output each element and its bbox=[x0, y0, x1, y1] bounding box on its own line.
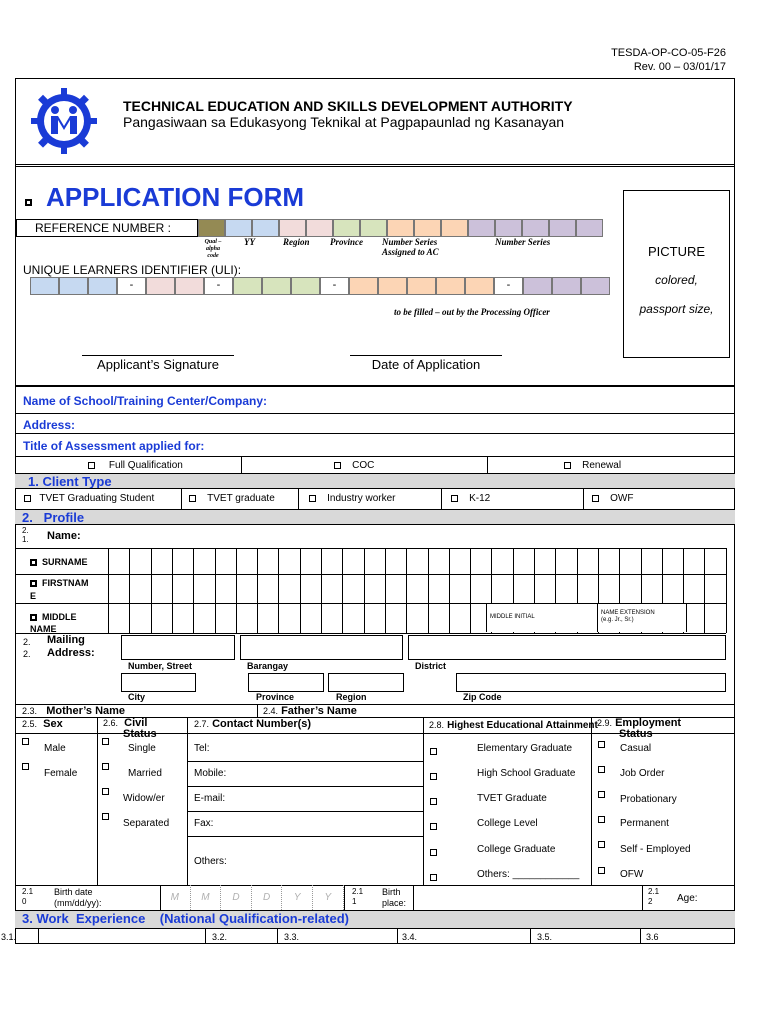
checkbox-k12[interactable] bbox=[451, 495, 458, 502]
uli-cell[interactable] bbox=[523, 277, 552, 295]
work-col-1: 3.1. bbox=[1, 932, 17, 942]
edu-others-label: Others: ____________ bbox=[477, 869, 580, 880]
birthdate-cell[interactable]: Y bbox=[282, 885, 313, 910]
number-street-label: Number, Street bbox=[128, 661, 193, 671]
mailing-address-label: Mailing Address: bbox=[47, 634, 95, 659]
checkbox-separated[interactable] bbox=[102, 813, 109, 820]
work-col-4: 3.4. bbox=[402, 932, 418, 942]
option-coc[interactable] bbox=[334, 460, 374, 471]
middle-name-label: NAME bbox=[30, 624, 57, 634]
surname-field-label[interactable] bbox=[30, 557, 88, 567]
ref-sub-series: Number Series bbox=[495, 237, 551, 247]
mailing-number: 2. 2. bbox=[23, 637, 31, 659]
edu-college-level-label: College Level bbox=[477, 818, 538, 829]
edu-highschool-label: High School Graduate bbox=[477, 768, 576, 779]
sex-male-label: Male bbox=[44, 743, 66, 754]
name-grid-divider bbox=[172, 548, 173, 633]
profile-title: 2. Profile bbox=[22, 510, 85, 525]
checkbox-renewal[interactable] bbox=[564, 462, 571, 469]
civil-widow-label: Widow/er bbox=[123, 793, 165, 804]
name-grid-divider bbox=[428, 548, 429, 633]
agency-name: TECHNICAL EDUCATION AND SKILLS DEVELOPMENT AUTHORITY bbox=[123, 98, 573, 114]
city-label: City bbox=[128, 692, 146, 702]
name-grid-divider bbox=[726, 548, 727, 633]
checkbox-owf[interactable] bbox=[592, 495, 599, 502]
ref-sub-region: Region bbox=[283, 237, 310, 247]
civil-single-label: Single bbox=[128, 743, 156, 754]
civil-widow[interactable] bbox=[102, 786, 109, 797]
firstname-label-e: E bbox=[30, 591, 37, 601]
label-renewal: Renewal bbox=[582, 460, 622, 471]
checkbox-male[interactable] bbox=[22, 738, 29, 745]
reference-cell[interactable] bbox=[576, 219, 603, 237]
name-grid-divider bbox=[449, 548, 450, 633]
title-checkbox[interactable] bbox=[25, 199, 32, 206]
uli-dash: - bbox=[204, 277, 233, 295]
emp-casual-label: Casual bbox=[620, 743, 652, 754]
contact-fax[interactable]: Fax: bbox=[194, 818, 214, 829]
birthdate-number: 2.1 0 bbox=[22, 887, 34, 906]
school-name-label: Name of School/Training Center/Company: bbox=[23, 394, 268, 408]
civil-married[interactable] bbox=[102, 761, 109, 772]
agency-subtitle: Pangasiwaan sa Edukasyong Teknikal at Pagpapaunlad ng Kasanayan bbox=[123, 114, 565, 130]
uli-cell[interactable] bbox=[59, 277, 88, 295]
checkbox-married[interactable] bbox=[102, 763, 109, 770]
checkbox-self-employed[interactable] bbox=[598, 841, 605, 848]
emp-joborder[interactable] bbox=[598, 761, 605, 779]
reference-cell[interactable] bbox=[387, 219, 414, 237]
option-full-qualification[interactable] bbox=[88, 460, 183, 471]
name-number: 2. 1. bbox=[22, 526, 29, 544]
contact-header: 2.7. Contact Number(s) bbox=[194, 718, 312, 730]
zip-label: Zip Code bbox=[463, 692, 502, 702]
assessment-title-label: Title of Assessment applied for: bbox=[23, 439, 205, 453]
birthdate-cell[interactable]: M bbox=[160, 885, 191, 910]
birthdate-label: Birth date (mm/dd/yy): bbox=[54, 887, 102, 908]
zip-input[interactable] bbox=[456, 673, 726, 692]
edu-tvet-label: TVET Graduate bbox=[477, 793, 547, 804]
emp-permanent[interactable] bbox=[598, 811, 605, 829]
middle-label: MIDDLE bbox=[42, 612, 77, 622]
mother-number: 2.3. bbox=[22, 706, 38, 716]
checkbox-industry-worker[interactable] bbox=[309, 495, 316, 502]
name-grid-divider bbox=[151, 548, 152, 633]
label-coc: COC bbox=[352, 460, 375, 471]
birthdate-cell[interactable]: D bbox=[221, 885, 252, 910]
form-title: APPLICATION FORM bbox=[46, 182, 305, 212]
checkbox-ofw[interactable] bbox=[598, 867, 605, 874]
client-k12[interactable] bbox=[451, 493, 490, 504]
client-tvet-graduating[interactable] bbox=[24, 493, 154, 504]
reference-cell[interactable] bbox=[306, 219, 333, 237]
reference-cell[interactable] bbox=[252, 219, 279, 237]
label-tvet-graduating: TVET Graduating Student bbox=[39, 493, 155, 504]
checkbox-probationary[interactable] bbox=[598, 791, 605, 798]
name-grid-divider bbox=[257, 548, 258, 633]
uli-dash: - bbox=[320, 277, 349, 295]
checkbox-full-qualification[interactable] bbox=[88, 462, 95, 469]
contact-mobile[interactable]: Mobile: bbox=[194, 768, 227, 779]
emp-ofw-label: OFW bbox=[620, 869, 644, 880]
emp-permanent-label: Permanent bbox=[620, 818, 669, 829]
emp-self[interactable] bbox=[598, 836, 605, 854]
uli-cell[interactable] bbox=[262, 277, 291, 295]
barangay-input[interactable] bbox=[240, 635, 403, 660]
reference-cell[interactable] bbox=[414, 219, 441, 237]
checkbox-permanent[interactable] bbox=[598, 816, 605, 823]
name-grid-divider bbox=[236, 548, 237, 633]
checkbox-edu-others[interactable] bbox=[430, 874, 437, 881]
employment-header: 2.9. Employment Status bbox=[597, 717, 682, 740]
checkbox-tvet-graduate[interactable] bbox=[189, 495, 196, 502]
work-title: 3. Work Experience (National Qualification-related) bbox=[22, 911, 350, 926]
edu-tvet[interactable] bbox=[430, 793, 437, 811]
name-grid-divider bbox=[385, 548, 386, 633]
form-revision: Rev. 00 – 03/01/17 bbox=[633, 61, 726, 73]
number-street-input[interactable] bbox=[121, 635, 235, 660]
age-label[interactable]: Age: bbox=[677, 893, 698, 904]
checkbox-female[interactable] bbox=[22, 763, 29, 770]
father-label: Father’s Name bbox=[281, 705, 357, 717]
reference-cell[interactable] bbox=[522, 219, 549, 237]
reference-cell[interactable] bbox=[279, 219, 306, 237]
age-number: 2.1 2 bbox=[648, 887, 660, 906]
uli-cell[interactable] bbox=[30, 277, 59, 295]
civil-separated[interactable] bbox=[102, 811, 109, 822]
checkbox-middlename[interactable] bbox=[30, 614, 37, 621]
surname-label: SURNAME bbox=[42, 557, 88, 567]
uli-cell[interactable] bbox=[88, 277, 117, 295]
edu-highschool[interactable] bbox=[430, 768, 437, 786]
name-grid-divider bbox=[321, 548, 322, 633]
uli-cell[interactable] bbox=[146, 277, 175, 295]
emp-casual[interactable] bbox=[598, 736, 605, 754]
name-grid-divider bbox=[278, 548, 279, 633]
contact-tel[interactable]: Tel: bbox=[194, 743, 210, 754]
region-input[interactable] bbox=[328, 673, 404, 692]
checkbox-tvet-grad[interactable] bbox=[430, 798, 437, 805]
name-grid-divider bbox=[300, 548, 301, 633]
name-grid-divider bbox=[364, 548, 365, 633]
name-grid-divider bbox=[129, 548, 130, 633]
client-industry-worker[interactable] bbox=[309, 493, 395, 504]
checkbox-firstname[interactable] bbox=[30, 580, 37, 587]
school-address-label: Address: bbox=[23, 418, 76, 432]
checkbox-widow[interactable] bbox=[102, 788, 109, 795]
checkbox-surname[interactable] bbox=[30, 559, 37, 566]
reference-cell[interactable] bbox=[333, 219, 360, 237]
option-renewal[interactable] bbox=[564, 460, 621, 471]
reference-cell[interactable] bbox=[495, 219, 522, 237]
tesda-logo-icon bbox=[22, 86, 106, 156]
applicant-signature-line[interactable] bbox=[82, 355, 234, 356]
sex-header: 2.5. Sex bbox=[22, 718, 63, 730]
profile-header bbox=[15, 510, 735, 524]
work-col-6: 3.6 bbox=[646, 932, 659, 942]
emp-joborder-label: Job Order bbox=[620, 768, 665, 779]
emp-probationary[interactable] bbox=[598, 786, 605, 804]
date-application-label: Date of Application bbox=[371, 357, 481, 372]
middlename-field-label[interactable] bbox=[30, 612, 77, 622]
uli-cell[interactable] bbox=[552, 277, 581, 295]
birthplace-number: 2.1 1 bbox=[352, 887, 364, 906]
applicant-signature-label: Applicant’s Signature bbox=[97, 357, 219, 372]
region-label: Region bbox=[336, 692, 367, 702]
work-col-5: 3.5. bbox=[537, 932, 553, 942]
picture-line1: colored, bbox=[655, 273, 698, 287]
checkbox-elementary[interactable] bbox=[430, 748, 437, 755]
uli-cell[interactable] bbox=[175, 277, 204, 295]
uli-cell[interactable] bbox=[581, 277, 610, 295]
emp-self-label: Self - Employed bbox=[620, 844, 691, 855]
firstname-label: FIRSTNAM bbox=[42, 578, 89, 588]
civil-separated-label: Separated bbox=[123, 818, 170, 829]
district-label: District bbox=[415, 661, 447, 671]
uli-cell[interactable] bbox=[378, 277, 407, 295]
picture-line2: passport size, bbox=[639, 302, 714, 316]
emp-probationary-label: Probationary bbox=[620, 794, 677, 805]
birthdate-cell[interactable]: M bbox=[191, 885, 222, 910]
uli-cell[interactable] bbox=[465, 277, 494, 295]
ref-sub-series-ac: Number Series Assigned to AC bbox=[382, 237, 439, 257]
date-application-line[interactable] bbox=[350, 355, 502, 356]
work-col-2: 3.2. bbox=[212, 932, 228, 942]
processing-note: to be filled – out by the Processing Officer bbox=[394, 307, 550, 317]
name-grid-divider bbox=[406, 548, 407, 633]
name-grid-divider bbox=[470, 548, 471, 633]
birthplace-label: Birth place: bbox=[382, 887, 407, 908]
uli-cell[interactable] bbox=[407, 277, 436, 295]
checkbox-casual[interactable] bbox=[598, 741, 605, 748]
reference-label: REFERENCE NUMBER : bbox=[35, 221, 172, 235]
reference-cell[interactable] bbox=[225, 219, 252, 237]
sex-female-label: Female bbox=[44, 768, 78, 779]
sex-male[interactable] bbox=[22, 736, 29, 747]
barangay-label: Barangay bbox=[247, 661, 289, 671]
reference-cell[interactable] bbox=[441, 219, 468, 237]
contact-others[interactable]: Others: bbox=[194, 856, 227, 867]
province-input[interactable] bbox=[248, 673, 324, 692]
name-label: Name: bbox=[47, 530, 81, 542]
label-owf: OWF bbox=[610, 493, 634, 504]
civil-married-label: Married bbox=[128, 768, 162, 779]
name-grid-divider bbox=[215, 548, 216, 633]
edu-college-grad[interactable] bbox=[430, 844, 437, 862]
checkbox-job-order[interactable] bbox=[598, 766, 605, 773]
ref-sub-qual: Qual – alpha code bbox=[204, 239, 222, 259]
name-grid-divider bbox=[342, 548, 343, 633]
father-number: 2.4. bbox=[263, 706, 279, 716]
firstname-field-label[interactable] bbox=[30, 578, 89, 588]
edu-college-level[interactable] bbox=[430, 818, 437, 836]
mother-name-field[interactable] bbox=[22, 705, 125, 717]
mother-label: Mother’s Name bbox=[46, 705, 126, 717]
form-code: TESDA-OP-CO-05-F26 bbox=[611, 47, 726, 59]
city-input[interactable] bbox=[121, 673, 196, 692]
reference-cell[interactable] bbox=[360, 219, 387, 237]
uli-dash: - bbox=[494, 277, 523, 295]
edu-elementary-label: Elementary Graduate bbox=[477, 743, 573, 754]
sex-female[interactable] bbox=[22, 761, 29, 772]
checkbox-highschool[interactable] bbox=[430, 773, 437, 780]
checkbox-coc[interactable] bbox=[334, 462, 341, 469]
label-k12: K-12 bbox=[469, 493, 491, 504]
uli-cell[interactable] bbox=[233, 277, 262, 295]
name-grid-divider bbox=[704, 548, 705, 633]
edu-others[interactable] bbox=[430, 869, 437, 887]
label-full-qualification: Full Qualification bbox=[108, 460, 183, 471]
reference-cell[interactable] bbox=[198, 219, 225, 237]
civil-header: 2.6. Civil Status bbox=[103, 717, 157, 740]
checkbox-college-grad[interactable] bbox=[430, 849, 437, 856]
uli-cell[interactable] bbox=[291, 277, 320, 295]
client-type-title: 1. Client Type bbox=[28, 474, 112, 489]
birthdate-cell[interactable]: D bbox=[252, 885, 283, 910]
middle-initial-label: MIDDLE INITIAL bbox=[490, 614, 535, 620]
client-tvet-graduate[interactable] bbox=[189, 493, 275, 504]
work-col-3: 3.3. bbox=[284, 932, 300, 942]
edu-elementary[interactable] bbox=[430, 743, 437, 761]
province-label: Province bbox=[256, 692, 295, 702]
picture-title: PICTURE bbox=[647, 244, 706, 259]
district-input[interactable] bbox=[408, 635, 726, 660]
checkbox-tvet-graduating[interactable] bbox=[24, 495, 31, 502]
uli-cell[interactable] bbox=[436, 277, 465, 295]
ref-sub-yy: YY bbox=[244, 237, 255, 247]
edu-college-grad-label: College Graduate bbox=[477, 844, 556, 855]
birthdate-cell[interactable]: Y bbox=[313, 885, 344, 910]
name-extension-label: NAME EXTENSION (e.g. Jr., Sr.) bbox=[601, 610, 655, 623]
contact-email[interactable]: E-mail: bbox=[194, 793, 226, 804]
client-type-header bbox=[15, 474, 735, 488]
ref-sub-province: Province bbox=[330, 237, 363, 247]
reference-cell[interactable] bbox=[468, 219, 495, 237]
emp-ofw[interactable] bbox=[598, 862, 605, 880]
father-name-field[interactable] bbox=[263, 705, 357, 717]
uli-cell[interactable] bbox=[349, 277, 378, 295]
name-grid-divider bbox=[193, 548, 194, 633]
label-industry-worker: Industry worker bbox=[327, 493, 396, 504]
reference-cell[interactable] bbox=[549, 219, 576, 237]
civil-single[interactable] bbox=[102, 736, 109, 747]
education-header: 2.8. Highest Educational Attainment bbox=[429, 720, 598, 731]
client-owf[interactable] bbox=[592, 493, 633, 504]
checkbox-single[interactable] bbox=[102, 738, 109, 745]
label-tvet-graduate: TVET graduate bbox=[207, 493, 275, 504]
uli-dash: - bbox=[117, 277, 146, 295]
checkbox-college-level[interactable] bbox=[430, 823, 437, 830]
uli-label: UNIQUE LEARNERS IDENTIFIER (ULI): bbox=[23, 263, 242, 277]
